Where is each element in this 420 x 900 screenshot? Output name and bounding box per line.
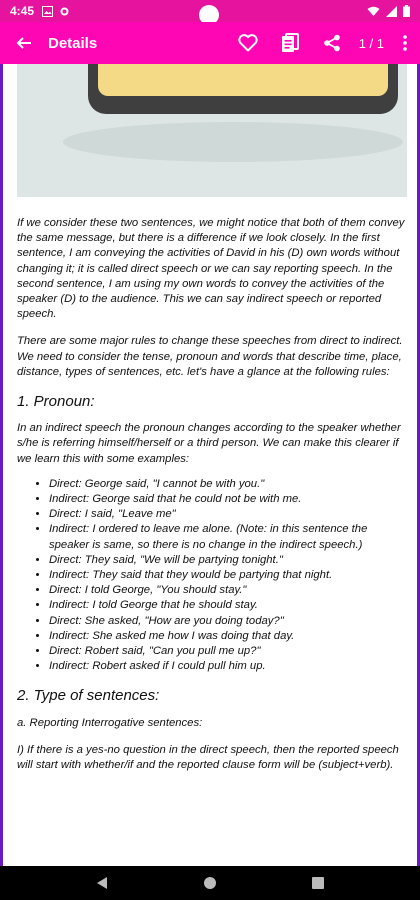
share-icon <box>323 34 341 52</box>
more-vert-icon <box>403 35 407 51</box>
list-item: • Direct: George said, "I cannot be with you." <box>49 477 405 492</box>
list-item: • Direct: I said, "Leave me" <box>49 507 405 522</box>
list-item: • Direct: I told George, "You should stay." <box>49 583 405 598</box>
list-item: • Direct: They said, "We will be partying tonight." <box>49 553 405 568</box>
subheading-interrogative: a. Reporting Interrogative sentences: <box>17 716 203 729</box>
list-item: • Direct: She asked, "How are you doing today?" <box>49 614 405 629</box>
paragraph-rules: There are some major rules to change these speeches from direct to indirect. We need to consider the tense, pronoun and words that describe time, place, distance, types of sentences, etc. let's have a glance at the following rules: <box>17 335 403 378</box>
list-item: • Indirect: George said that he could not be with me. <box>49 492 405 507</box>
list-item: • Indirect: I told George that he should stay. <box>49 598 405 613</box>
examples-list <box>17 477 405 675</box>
battery-icon <box>403 5 410 17</box>
article-illustration <box>3 64 417 204</box>
app-bar <box>0 22 420 64</box>
list-item: • Direct: Robert said, "Can you pull me up?" <box>49 644 405 659</box>
back-button[interactable] <box>4 22 44 64</box>
wifi-icon <box>367 6 380 17</box>
paragraph-pronoun: In an indirect speech the pronoun changes according to the speaker whether s/he is referring himself/herself or a third person. We can make this clearer if we learn this with some examples: <box>17 422 401 465</box>
app-bar-actions <box>227 22 420 64</box>
system-nav-bar <box>0 866 420 900</box>
signal-icon <box>386 6 397 17</box>
favorite-button[interactable] <box>227 22 269 64</box>
page-indicator: 1 / 1 <box>358 35 384 51</box>
copy-icon <box>281 33 299 53</box>
status-icons-right <box>367 5 410 17</box>
nav-recents-button[interactable] <box>308 873 328 893</box>
nav-back-icon <box>96 876 108 890</box>
status-icons-left <box>42 6 70 17</box>
nav-back-button[interactable] <box>92 873 112 893</box>
settings-icon <box>59 6 70 17</box>
more-options-button[interactable] <box>392 22 418 64</box>
heading-pronoun: 1. Pronoun: <box>17 393 95 411</box>
paragraph-intro: If we consider these two sentences, we might notice that both of them convey the same message, but there is a difference if we look closely. In the first sentence, I am conveying the activities of David in his (D) own words without changing it; it is called direct speech or we can say reporting speech. In the second sentence, I am using my own words to convey the activities of the speaker (D) to the audience. This we can say indirect speech or reported speech. <box>17 217 405 321</box>
article-content[interactable] <box>0 64 420 866</box>
nav-home-icon <box>203 876 217 890</box>
heading-sentence-types: 2. Type of sentences: <box>17 687 160 705</box>
list-item: • Indirect: They said that they would be partying that night. <box>49 568 405 583</box>
list-item: • Indirect: She asked me how I was doing that day. <box>49 629 405 644</box>
gallery-icon <box>42 6 53 17</box>
nav-recents-icon <box>312 877 324 889</box>
nav-home-button[interactable] <box>200 873 220 893</box>
page-title: Details <box>48 34 98 52</box>
arrow-back-icon <box>16 35 32 51</box>
list-item: • Indirect: I ordered to leave me alone. (Note: in this sentence the speaker is same, so there is no change in the indirect speech.) <box>49 522 405 552</box>
status-time: 4:45 <box>10 4 35 18</box>
heart-icon <box>238 34 258 52</box>
copy-button[interactable] <box>269 22 311 64</box>
article-body <box>3 216 417 773</box>
share-button[interactable] <box>311 22 353 64</box>
paragraph-yes-no: I) If there is a yes-no question in the direct speech, then the reported speech will start with whether/if and the reported clause form will be (subject+verb). <box>17 743 399 772</box>
list-item: • Indirect: Robert asked if I could pull him up. <box>49 659 405 674</box>
